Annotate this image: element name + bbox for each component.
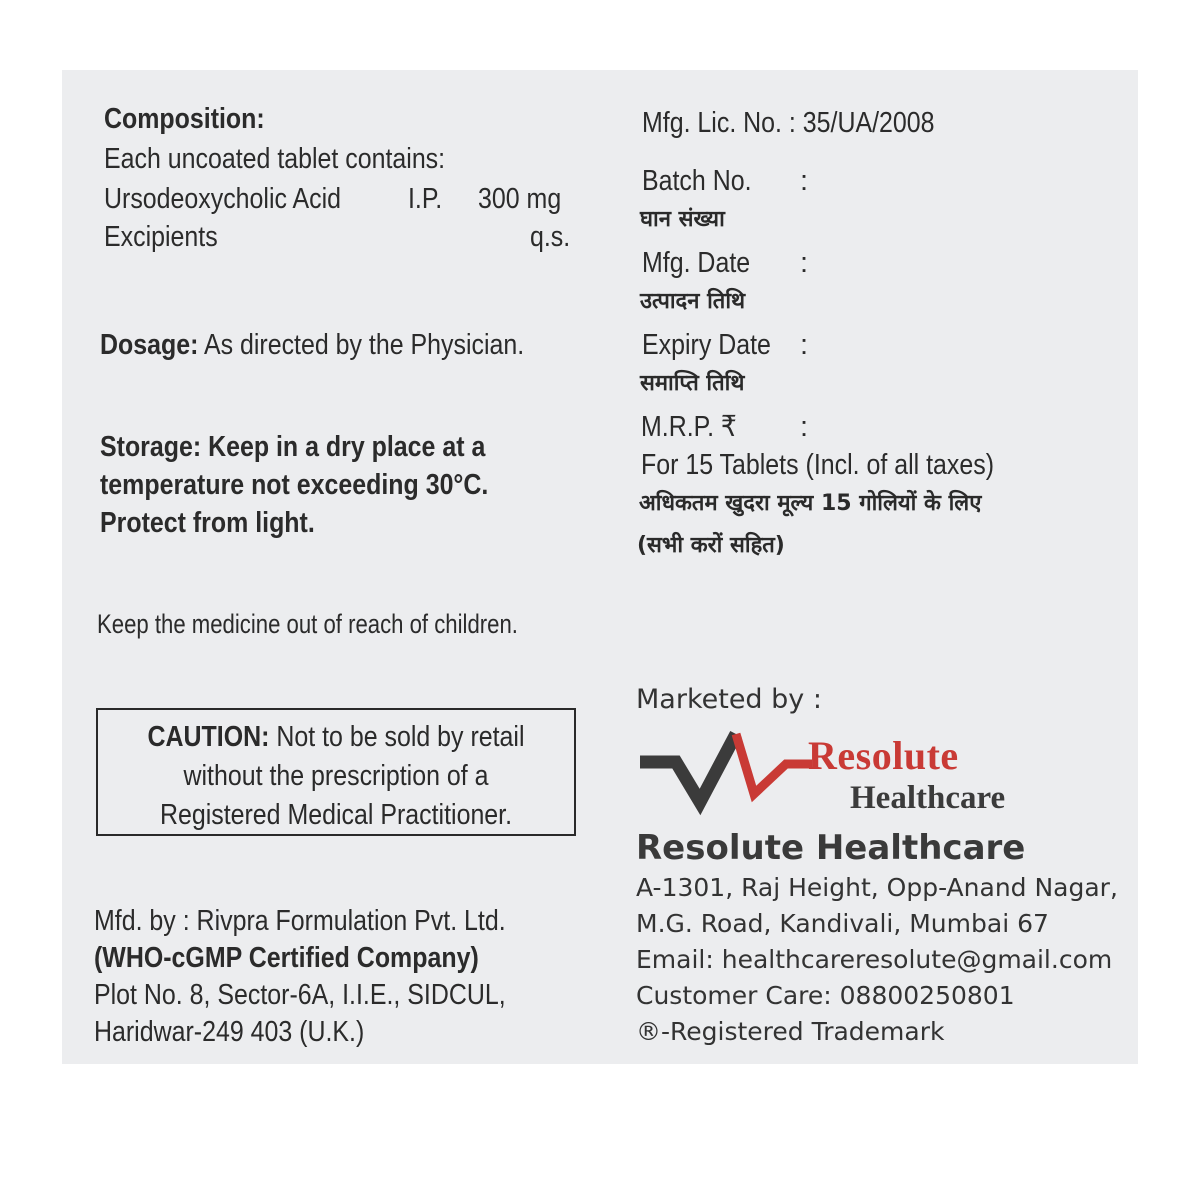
caution-box — [96, 708, 576, 836]
caution-text — [98, 718, 574, 835]
mrp-hindi-line-2: (सभी करों सहित) — [637, 533, 785, 558]
storage-line-3: Protect from light. — [100, 507, 315, 539]
mrp-pack-info: For 15 Tablets (Incl. of all taxes) — [641, 449, 995, 481]
caution-line-1-text: Not to be sold by retail — [276, 721, 525, 753]
marketer-customer-care: Customer Care: 08800250801 — [636, 981, 1015, 1010]
expiry-colon: : — [800, 329, 809, 361]
excipients-quantity: q.s. — [530, 221, 571, 253]
storage-line-1: Storage: Keep in a dry place at a — [100, 431, 486, 463]
batch-label: Batch No. — [642, 165, 752, 197]
marketer-address-2: M.G. Road, Kandivali, Mumbai 67 — [636, 909, 1049, 938]
dosage-text: As directed by the Physician. — [203, 329, 525, 361]
marketer-email: Email: healthcareresolute@gmail.com — [636, 945, 1113, 974]
mrp-hindi-line-1: अधिकतम खुदरा मूल्य 15 गोलियों के लिए — [639, 491, 982, 516]
mrp-colon: : — [800, 411, 809, 443]
batch-label-hindi: घान संख्या — [640, 207, 725, 232]
caution-line-1 — [131, 718, 540, 757]
manufacturer-line-4: Haridwar-249 403 (U.K.) — [94, 1016, 365, 1048]
caution-line-2: without the prescription of a — [183, 760, 489, 792]
marketer-address-1: A-1301, Raj Height, Opp-Anand Nagar, — [636, 873, 1118, 902]
composition-line: Each uncoated tablet contains: — [104, 143, 446, 175]
logo-word-healthcare: Healthcare — [850, 780, 1006, 816]
ingredient-quantity: 300 mg — [478, 183, 562, 215]
ingredient-name: Ursodeoxycholic Acid — [104, 183, 342, 215]
resolute-healthcare-logo — [636, 722, 1086, 822]
dosage-info — [100, 326, 524, 364]
mfg-date-label: Mfg. Date — [642, 247, 751, 279]
marketer-name: Resolute Healthcare — [636, 828, 1026, 868]
mrp-label: M.R.P. ₹ — [641, 411, 737, 443]
expiry-label: Expiry Date — [642, 329, 771, 361]
expiry-label-hindi: समाप्ति तिथि — [640, 371, 745, 396]
batch-colon: : — [800, 165, 809, 197]
logo-word-resolute: Resolute — [808, 733, 959, 778]
storage-line-2: temperature not exceeding 30°C. — [100, 469, 489, 501]
registered-trademark-note: ®-Registered Trademark — [636, 1017, 945, 1046]
manufacturer-line-2: (WHO-cGMP Certified Company) — [94, 942, 479, 974]
caution-line-3: Registered Medical Practitioner. — [159, 799, 513, 831]
mfg-license: Mfg. Lic. No. : 35/UA/2008 — [642, 107, 935, 139]
caution-label: CAUTION: — [147, 721, 270, 753]
mfg-date-colon: : — [800, 247, 809, 279]
manufacturer-line-1: Mfd. by : Rivpra Formulation Pvt. Ltd. — [94, 905, 506, 937]
mfg-date-label-hindi: उत्पादन तिथि — [640, 289, 746, 314]
manufacturer-line-3: Plot No. 8, Sector-6A, I.I.E., SIDCUL, — [94, 979, 506, 1011]
marketed-by-label: Marketed by : — [636, 684, 822, 715]
excipients-label: Excipients — [104, 221, 218, 253]
children-warning: Keep the medicine out of reach of children. — [97, 609, 518, 639]
dosage-label: Dosage: — [100, 329, 199, 361]
composition-heading: Composition: — [104, 103, 265, 135]
ingredient-standard: I.P. — [408, 183, 443, 215]
